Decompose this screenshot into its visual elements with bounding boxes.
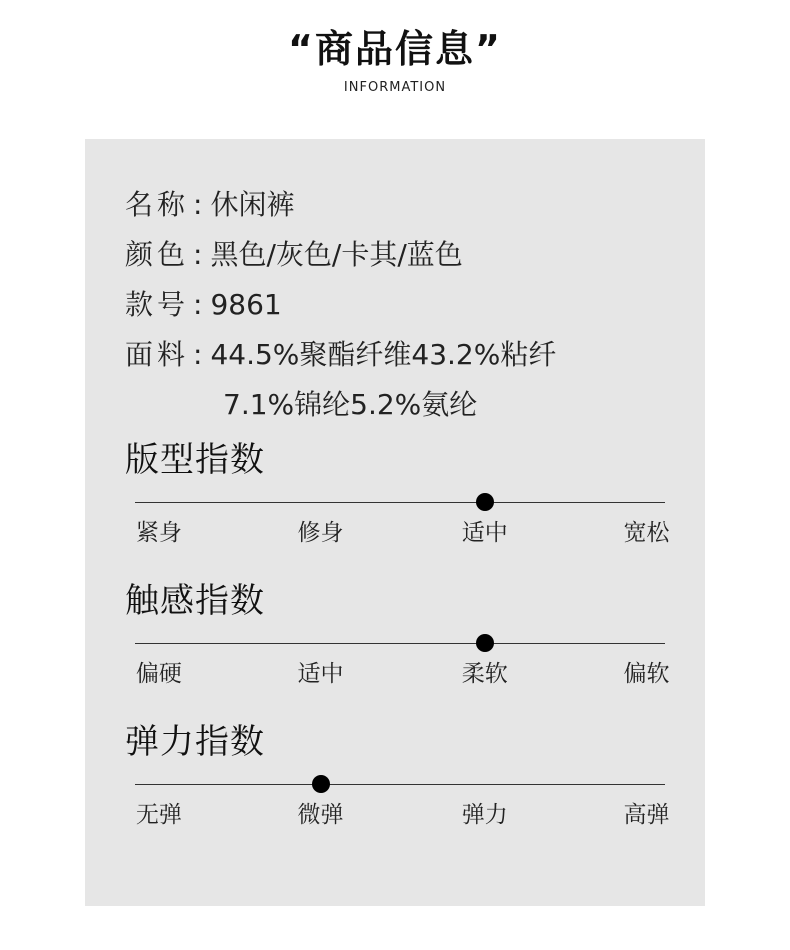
info-panel xyxy=(85,139,705,906)
name-label: 名称 xyxy=(125,188,190,221)
name-value: 休闲裤 xyxy=(210,188,295,221)
fabric-row-continued xyxy=(223,383,477,423)
style-no-label: 款号 xyxy=(125,288,190,321)
color-label: 颜色 xyxy=(125,238,190,271)
scale-label: 微弹 xyxy=(297,802,344,828)
scale-label: 宽松 xyxy=(623,520,670,546)
scale-label: 偏软 xyxy=(623,661,670,687)
scale-indicator-dot xyxy=(312,775,330,793)
scale-label: 偏硬 xyxy=(135,661,182,687)
page-title: “商品信息” xyxy=(288,27,502,71)
scale-label: 修身 xyxy=(297,520,344,546)
style-no-row: 款号 : 9861 xyxy=(125,288,282,321)
elasticity-index-scale xyxy=(135,764,670,828)
scale-indicator-dot xyxy=(476,634,494,652)
scale-line xyxy=(135,502,665,503)
scale-indicator-dot xyxy=(476,493,494,511)
scale-label: 紧身 xyxy=(135,520,182,546)
fabric-value-line2: 7.1%锦纶5.2%氨纶 xyxy=(223,388,478,421)
fabric-label: 面料 xyxy=(125,338,190,371)
touch-index-title: 触感指数 xyxy=(125,581,265,621)
name-row: 名称 : 休闲裤 xyxy=(125,188,295,221)
fabric-row: 面料 : 44.5%聚酯纤维43.2%粘纤 xyxy=(125,338,557,371)
style-no-value: 9861 xyxy=(210,288,282,321)
scale-label: 无弹 xyxy=(135,802,182,828)
fit-index-title: 版型指数 xyxy=(125,440,265,480)
scale-label: 适中 xyxy=(461,520,508,546)
elasticity-index-title: 弹力指数 xyxy=(125,722,265,762)
fabric-value-line1: 44.5%聚酯纤维43.2%粘纤 xyxy=(210,338,557,371)
scale-label: 柔软 xyxy=(461,661,508,687)
scale-label: 适中 xyxy=(297,661,344,687)
color-row: 颜色 : 黑色/灰色/卡其/蓝色 xyxy=(125,238,463,271)
color-value: 黑色/灰色/卡其/蓝色 xyxy=(210,238,463,271)
page-subtitle: INFORMATION xyxy=(343,80,447,95)
scale-line xyxy=(135,643,665,644)
scale-label: 高弹 xyxy=(623,802,670,828)
scale-label: 弹力 xyxy=(461,802,508,828)
scale-line xyxy=(135,784,665,785)
fit-index-scale xyxy=(135,482,670,546)
touch-index-scale xyxy=(135,623,670,687)
